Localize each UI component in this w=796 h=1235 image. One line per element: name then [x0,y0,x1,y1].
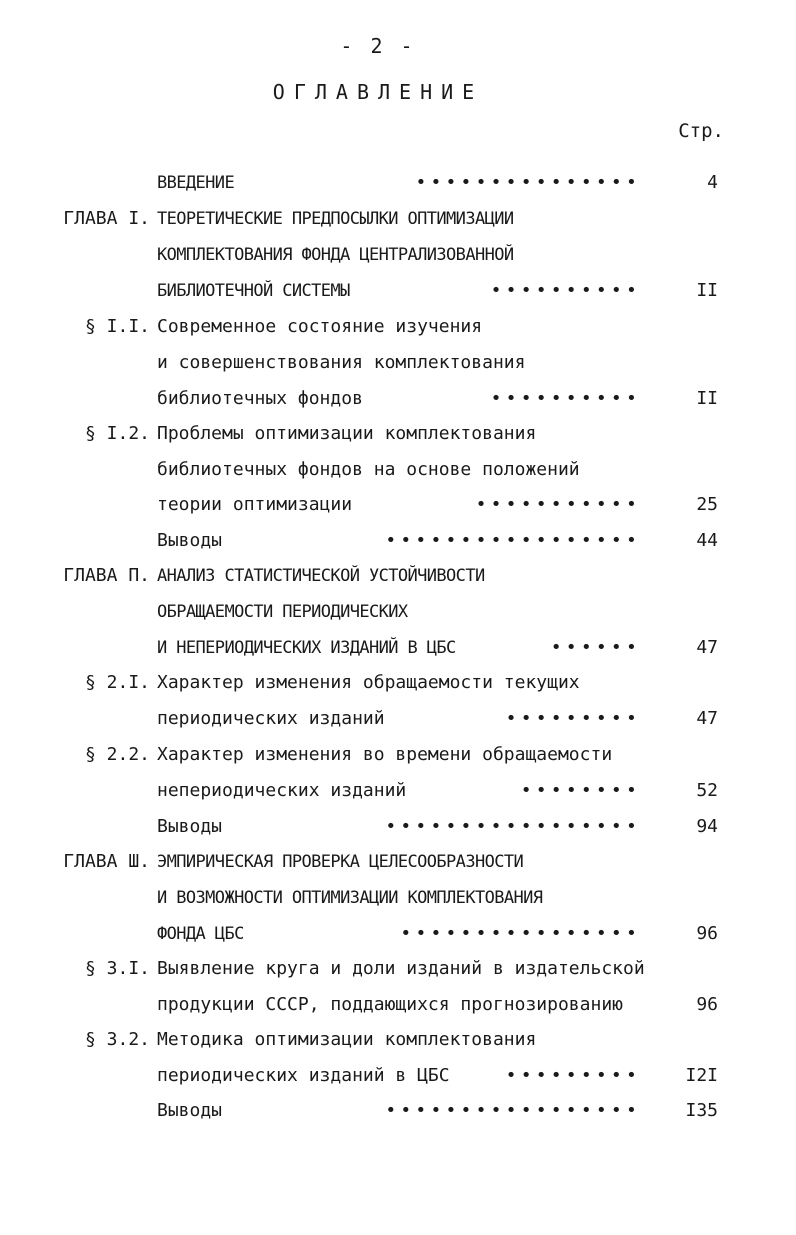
dot-leader: ••••••••••••••••• [385,1100,641,1121]
dot-leader: •••••••• [520,780,641,801]
toc-entry-label: § 2.I. [84,672,150,693]
toc-entry-text: ВВЕДЕНИЕ [157,173,235,193]
toc-entry-page: I2I [685,1065,718,1086]
page-column-header: Стр. [678,120,724,142]
toc-entry [0,240,796,270]
toc-entry [0,526,796,556]
toc-entry [0,847,796,877]
toc-entry [0,668,796,698]
toc-entry-page: 96 [696,994,718,1015]
toc-entry [0,561,796,591]
toc-entry-text: Методика оптимизации комплектования [157,1029,537,1050]
toc-entry [0,419,796,449]
toc-entry-text: непериодических изданий [157,780,407,801]
toc-title: ОГЛАВЛЕНИЕ [272,80,484,104]
toc-entry-label: § I.I. [84,316,150,337]
toc-entry [0,704,796,734]
toc-entry-text: Современное состояние изучения [157,316,483,337]
toc-entry-text: теории оптимизации [157,494,353,515]
toc-entry-text: ТЕОРЕТИЧЕСКИЕ ПРЕДПОСЫЛКИ ОПТИМИЗАЦИИ [157,209,514,229]
dot-leader: •••••••••• [490,388,641,409]
toc-entry [0,812,796,842]
dot-leader: ••••••••••••••• [415,172,641,193]
toc-entry-page: 47 [696,637,718,658]
toc-entry-label: § I.2. [84,423,150,444]
toc-entry [0,490,796,520]
toc-entry-text: И НЕПЕРИОДИЧЕСКИХ ИЗДАНИЙ В ЦБС [157,638,456,658]
toc-entry [0,633,796,663]
toc-entry-page: 94 [696,816,718,837]
toc-entry-text: БИБЛИОТЕЧНОЙ СИСТЕМЫ [157,281,350,301]
toc-entry-text: и совершенствования комплектования [157,352,526,373]
toc-entry-text: КОМПЛЕКТОВАНИЯ ФОНДА ЦЕНТРАЛИЗОВАННОЙ [157,245,514,265]
toc-entry-label: § 3.2. [84,1029,150,1050]
toc-entry [0,954,796,984]
toc-entry-text: библиотечных фондов [157,388,363,409]
toc-entry [0,1096,796,1126]
toc-entry [0,204,796,234]
dot-leader: •••••••••• [490,280,641,301]
toc-entry [0,990,796,1020]
toc-entry-text: Проблемы оптимизации комплектования [157,423,537,444]
toc-entry [0,276,796,306]
toc-entry-page: 47 [696,708,718,729]
dot-leader: ••••••••• [505,1065,641,1086]
toc-entry-page: II [696,280,718,301]
toc-entry [0,384,796,414]
toc-entry-text: периодических изданий в ЦБС [157,1065,450,1086]
toc-entry [0,1025,796,1055]
toc-entry [0,348,796,378]
toc-entry-label: § 2.2. [84,744,150,765]
dot-leader: •••••• [550,637,641,658]
toc-entry-label: ГЛАВА П. [63,565,150,586]
toc-entry-page: II [696,388,718,409]
toc-entry-text: Выводы [157,816,223,837]
dot-leader: ••••••••••••••••• [385,530,641,551]
toc-entry-text: Выводы [157,1100,223,1121]
toc-entry-text: АНАЛИЗ СТАТИСТИЧЕСКОЙ УСТОЙЧИВОСТИ [157,566,485,586]
dot-leader: ••••••••• [505,708,641,729]
toc-entry-text: ФОНДА ЦБС [157,924,244,944]
toc-entry-text: И ВОЗМОЖНОСТИ ОПТИМИЗАЦИИ КОМПЛЕКТОВАНИЯ [157,888,543,908]
dot-leader: •••••••••••••••• [400,923,641,944]
toc-entry-label: § 3.I. [84,958,150,979]
toc-entry-page: I35 [685,1100,718,1121]
dot-leader: ••••••••••• [475,494,641,515]
toc-entry-page: 96 [696,923,718,944]
toc-entry-label: ГЛАВА I. [63,208,150,229]
toc-entry [0,776,796,806]
toc-entry [0,168,796,198]
toc-entry-text: Характер изменения обращаемости текущих [157,672,580,693]
toc-entry-label: ГЛАВА Ш. [63,851,150,872]
toc-entry [0,455,796,485]
page-number: - 2 - [340,34,416,58]
toc-entry-page: 25 [696,494,718,515]
toc-entry-page: 4 [707,172,718,193]
toc-entry [0,312,796,342]
toc-entry-text: Выводы [157,530,223,551]
toc-entry [0,597,796,627]
toc-entry [0,1061,796,1091]
toc-entry-text: ОБРАЩАЕМОСТИ ПЕРИОДИЧЕСКИХ [157,602,408,622]
toc-entry [0,740,796,770]
toc-entry-text: библиотечных фондов на основе положений [157,459,580,480]
toc-entry-text: периодических изданий [157,708,385,729]
toc-entry-page: 52 [696,780,718,801]
toc-entry-page: 44 [696,530,718,551]
toc-entry [0,883,796,913]
toc-entry [0,919,796,949]
toc-entry-text: продукции СССР, поддающихся прогнозированию [157,994,623,1015]
toc-entry-text: ЭМПИРИЧЕСКАЯ ПРОВЕРКА ЦЕЛЕСООБРАЗНОСТИ [157,852,524,872]
toc-entry-text: Выявление круга и доли изданий в издательской [157,958,645,979]
dot-leader: ••••••••••••••••• [385,816,641,837]
toc-entry-text: Характер изменения во времени обращаемости [157,744,613,765]
